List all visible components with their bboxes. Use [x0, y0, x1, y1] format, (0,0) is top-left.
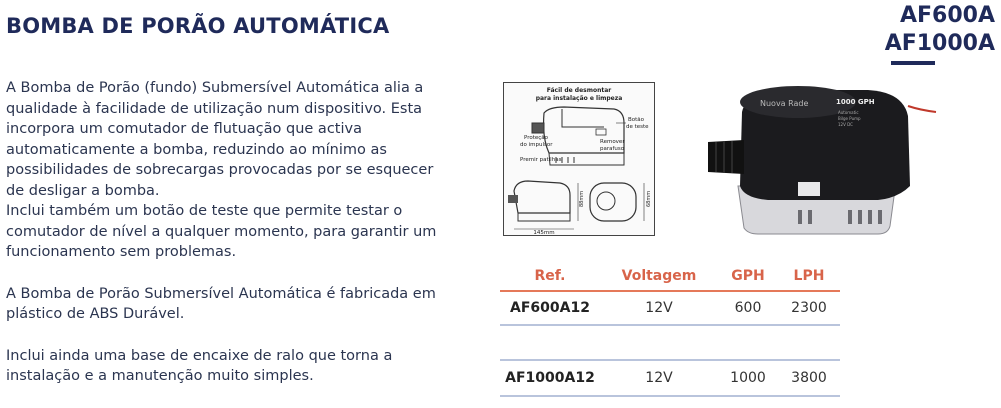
- diagram-caption-1: Fácil de desmontar: [546, 87, 612, 94]
- cell-voltage: 12V: [645, 370, 673, 386]
- label-impeller-2: do impulsor: [520, 142, 553, 148]
- product-fine-print-3: 12V DC: [838, 122, 853, 127]
- label-test-button-2: de teste: [626, 124, 649, 130]
- ref-code-af1000a: AF1000A: [884, 31, 995, 56]
- col-header-gph: GPH: [731, 268, 765, 284]
- cell-voltage: 12V: [645, 300, 673, 316]
- ref-code-af600a: AF600A: [899, 3, 995, 28]
- col-header-lph: LPH: [793, 268, 825, 284]
- description-paragraph: A Bomba de Porão Submersível Automática é fabricada em plástico de ABS Durável.: [6, 285, 436, 322]
- technical-diagram: [503, 82, 655, 236]
- product-brand: Nuova Rade: [760, 99, 809, 108]
- product-image: [698, 82, 938, 240]
- cell-ref: AF600A12: [510, 300, 590, 316]
- label-screw-2: parafuso: [600, 146, 625, 152]
- ref-underline-bar: [891, 61, 935, 65]
- diagram-drawing: [504, 83, 654, 235]
- cell-ref: AF1000A12: [505, 370, 595, 386]
- product-fine-print-2: Bilge Pump: [838, 116, 861, 121]
- col-header-voltage: Voltagem: [621, 268, 697, 284]
- cell-lph: 3800: [791, 370, 827, 386]
- spec-table: [500, 262, 840, 397]
- dim-height: 88mm: [579, 190, 585, 207]
- label-press-tabs: Premir patilhas: [520, 157, 562, 163]
- label-test-button-1: Botão: [628, 117, 645, 123]
- description: [6, 78, 446, 408]
- description-paragraph: [6, 78, 446, 263]
- diagram-caption-2: para instalação e limpeza: [535, 95, 623, 102]
- product-rating: 1000 GPH: [836, 98, 875, 106]
- description-text-2: Inclui também um botão de teste que permite testar o comutador de nível a qualquer momento, para garantir um funcionamento sem problemas.: [6, 203, 437, 260]
- bilge-pump-illustration: [698, 82, 938, 240]
- reference-codes: [885, 2, 995, 58]
- description-text-1: A Bomba de Porão (fundo) Submersível Automática alia a qualidade à facilidade de utilização num dispositivo. Esta incorpora um comutador de flutuação que activa automaticamente a bomba, reduzindo ao mínimo as possibilidades de sobrecargas provocadas por se esquecer de desligar a bomba.: [6, 80, 434, 199]
- col-header-ref: Ref.: [534, 268, 566, 284]
- page-title: BOMBA DE PORÃO AUTOMÁTICA: [6, 14, 390, 38]
- dim-side: 68mm: [646, 190, 652, 207]
- cell-gph: 600: [734, 300, 762, 316]
- label-screw-1: Remover: [600, 139, 625, 145]
- table-row: [500, 359, 840, 397]
- description-paragraph: Inclui ainda uma base de encaixe de ralo que torna a instalação e a manutenção muito simples.: [6, 347, 393, 384]
- dim-width: 145mm: [533, 230, 555, 235]
- cell-lph: 2300: [791, 300, 827, 316]
- product-fine-print-1: Automatic: [838, 110, 859, 115]
- table-row: [500, 292, 840, 326]
- label-impeller-1: Proteção: [524, 135, 549, 141]
- table-header-row: [500, 262, 840, 292]
- cell-gph: 1000: [730, 370, 766, 386]
